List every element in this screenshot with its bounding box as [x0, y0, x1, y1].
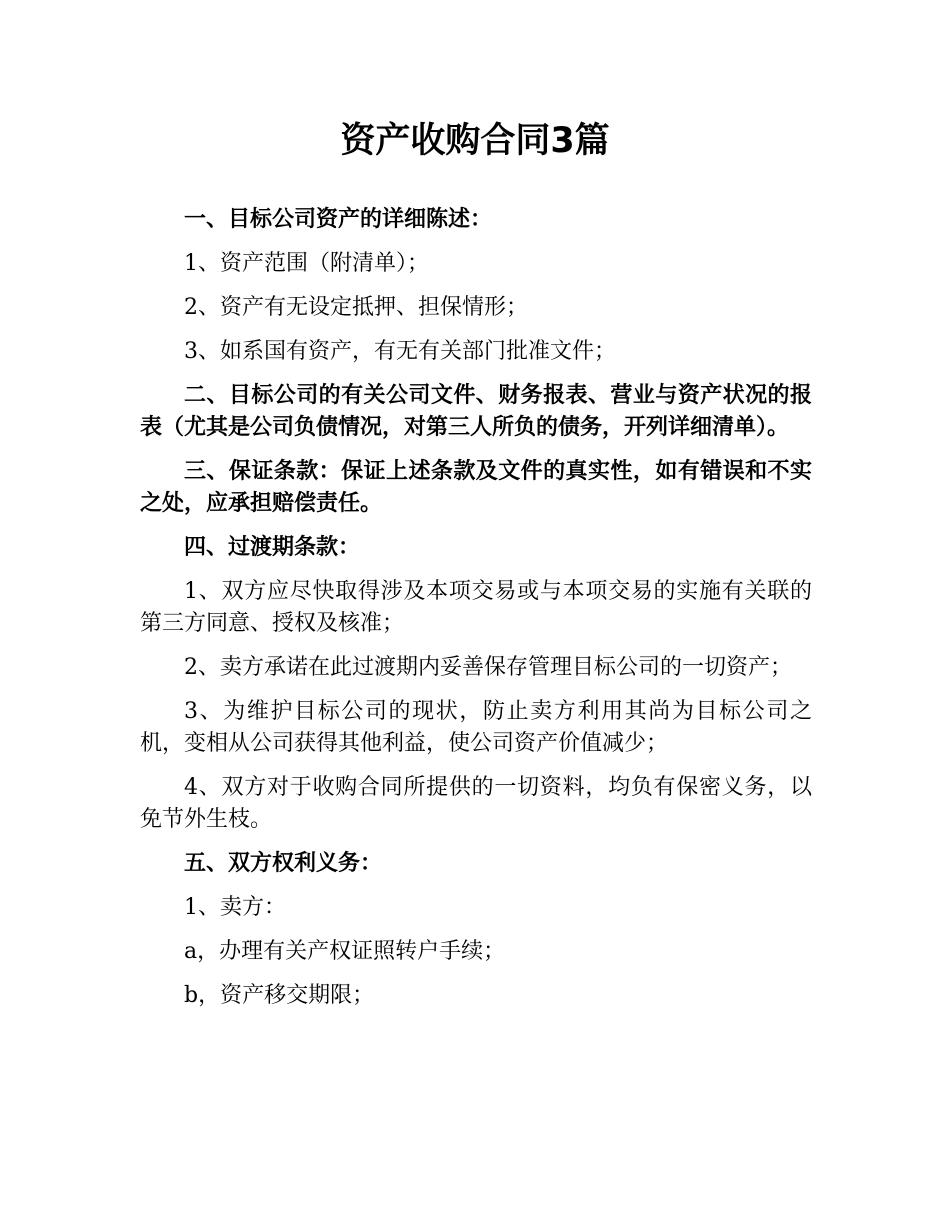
paragraph: 3、为维护目标公司的现状，防止卖方利用其尚为目标公司之机，变相从公司获得其他利益，使公司资产价值减少； — [140, 699, 812, 756]
paragraph: 1、资产范围（附清单）； — [184, 251, 429, 276]
paragraph: 一、目标公司资产的详细陈述： — [184, 207, 493, 232]
paragraph: 四、过渡期条款： — [184, 535, 361, 560]
paragraph: 三、保证条款：保证上述条款及文件的真实性，如有错误和不实之处，应承担赔偿责任。 — [140, 459, 812, 516]
paragraph: 五、双方权利义务： — [184, 851, 383, 876]
paragraph: 二、目标公司的有关公司文件、财务报表、营业与资产状况的报表（尤其是公司负债情况，对第三人所负的债务，开列详细清单）。 — [140, 383, 812, 440]
paragraph: 1、双方应尽快取得涉及本项交易或与本项交易的实施有关联的第三方同意、授权及核准； — [140, 579, 812, 636]
paragraph: 2、资产有无设定抵押、担保情形； — [184, 295, 528, 320]
paragraph: 4、双方对于收购合同所提供的一切资料，均负有保密义务，以免节外生枝。 — [140, 775, 812, 832]
document-body — [140, 204, 812, 1024]
paragraph: 3、如系国有资产，有无有关部门批准文件； — [184, 339, 616, 364]
paragraph: 2、卖方承诺在此过渡期内妥善保存管理目标公司的一切资产； — [184, 655, 792, 680]
paragraph: 1、卖方： — [184, 895, 286, 920]
paragraph: a，办理有关产权证照转户手续； — [184, 939, 506, 964]
paragraph: b，资产移交期限； — [184, 983, 375, 1008]
document-title: 资产收购合同3篇 — [340, 121, 610, 161]
